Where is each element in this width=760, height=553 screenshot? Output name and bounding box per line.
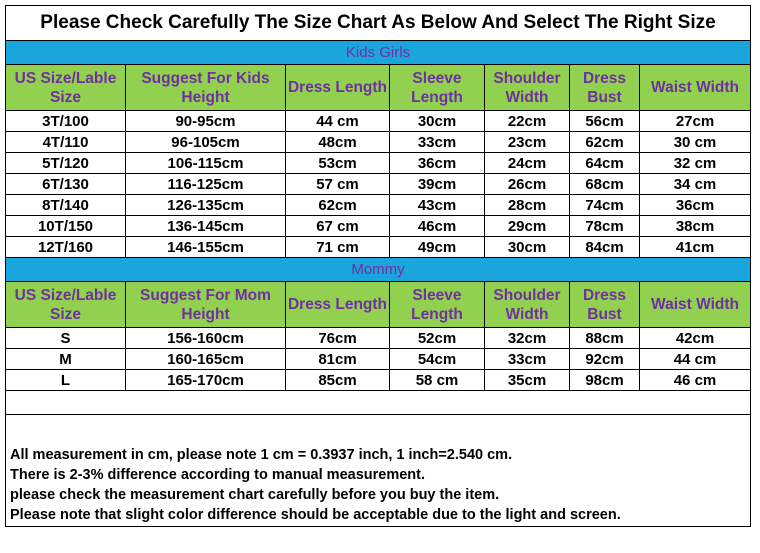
table-cell: 39cm	[390, 174, 485, 195]
table-cell: 42cm	[640, 328, 751, 349]
table-cell: 36cm	[640, 195, 751, 216]
note-line: There is 2-3% difference according to manual measurement.	[10, 467, 425, 483]
table-cell: 146-155cm	[126, 237, 286, 258]
table-row	[6, 111, 751, 132]
notes-block	[6, 415, 751, 527]
table-row	[6, 132, 751, 153]
table-cell: 44 cm	[286, 111, 390, 132]
spacer-row	[6, 391, 751, 415]
kids-header-cell: Waist Width	[640, 65, 751, 111]
table-cell: 30cm	[485, 237, 570, 258]
table-cell: 71 cm	[286, 237, 390, 258]
table-cell: 24cm	[485, 153, 570, 174]
mommy-header-cell: Dress Length	[286, 282, 390, 328]
table-cell: 81cm	[286, 349, 390, 370]
table-cell: 4T/110	[6, 132, 126, 153]
table-row	[6, 174, 751, 195]
table-cell: 49cm	[390, 237, 485, 258]
section-mommy: Mommy	[6, 258, 751, 282]
table-cell: 30cm	[390, 111, 485, 132]
note-line: please check the measurement chart carefully before you buy the item.	[10, 487, 500, 503]
table-cell: 96-105cm	[126, 132, 286, 153]
table-cell: 32 cm	[640, 153, 751, 174]
table-cell: 36cm	[390, 153, 485, 174]
table-cell: 62cm	[570, 132, 640, 153]
table-cell: 6T/130	[6, 174, 126, 195]
table-cell: M	[6, 349, 126, 370]
table-cell: 44 cm	[640, 349, 751, 370]
table-cell: 46cm	[390, 216, 485, 237]
table-cell: 35cm	[485, 370, 570, 391]
table-cell: L	[6, 370, 126, 391]
table-cell: 27cm	[640, 111, 751, 132]
table-cell: 160-165cm	[126, 349, 286, 370]
mommy-header-cell: US Size/Lable Size	[6, 282, 126, 328]
table-cell: 106-115cm	[126, 153, 286, 174]
table-cell: 74cm	[570, 195, 640, 216]
table-cell: 34 cm	[640, 174, 751, 195]
note-line: Please note that slight color difference should be acceptable due to the light and screen.	[10, 507, 621, 523]
table-cell: 33cm	[390, 132, 485, 153]
table-cell: 76cm	[286, 328, 390, 349]
mommy-header-cell: Sleeve Length	[390, 282, 485, 328]
table-cell: 3T/100	[6, 111, 126, 132]
table-cell: 92cm	[570, 349, 640, 370]
kids-header-cell: US Size/Lable Size	[6, 65, 126, 111]
table-cell: 8T/140	[6, 195, 126, 216]
table-cell: 165-170cm	[126, 370, 286, 391]
table-cell: 67 cm	[286, 216, 390, 237]
table-cell: 41cm	[640, 237, 751, 258]
table-cell: 5T/120	[6, 153, 126, 174]
table-cell: 156-160cm	[126, 328, 286, 349]
note-line: All measurement in cm, please note 1 cm = 0.3937 inch, 1 inch=2.540 cm.	[10, 447, 513, 463]
table-row	[6, 349, 751, 370]
table-cell: 10T/150	[6, 216, 126, 237]
table-cell: 30 cm	[640, 132, 751, 153]
table-cell: 84cm	[570, 237, 640, 258]
table-row	[6, 153, 751, 174]
table-cell: 85cm	[286, 370, 390, 391]
kids-header-cell: Dress Length	[286, 65, 390, 111]
table-cell: 62cm	[286, 195, 390, 216]
table-cell: 126-135cm	[126, 195, 286, 216]
table-cell: 56cm	[570, 111, 640, 132]
table-row	[6, 237, 751, 258]
table-cell: 90-95cm	[126, 111, 286, 132]
table-cell: 88cm	[570, 328, 640, 349]
table-row	[6, 370, 751, 391]
mommy-header-cell: Suggest For Mom Height	[126, 282, 286, 328]
kids-header-cell: Suggest For Kids Height	[126, 65, 286, 111]
mommy-header-cell: Shoulder Width	[485, 282, 570, 328]
table-cell: 43cm	[390, 195, 485, 216]
table-cell: 26cm	[485, 174, 570, 195]
table-cell: 54cm	[390, 349, 485, 370]
table-row	[6, 195, 751, 216]
table-cell: 78cm	[570, 216, 640, 237]
kids-header-row	[6, 65, 751, 111]
table-cell: 98cm	[570, 370, 640, 391]
mommy-header-cell: Dress Bust	[570, 282, 640, 328]
table-cell: 23cm	[485, 132, 570, 153]
table-cell: 32cm	[485, 328, 570, 349]
table-cell: 52cm	[390, 328, 485, 349]
kids-header-cell: Sleeve Length	[390, 65, 485, 111]
table-cell: 46 cm	[640, 370, 751, 391]
table-cell: 29cm	[485, 216, 570, 237]
chart-title: Please Check Carefully The Size Chart As Below And Select The Right Size	[6, 6, 751, 41]
kids-header-cell: Shoulder Width	[485, 65, 570, 111]
section-kids-girls: Kids Girls	[6, 41, 751, 65]
kids-table-body	[6, 111, 751, 258]
table-cell: S	[6, 328, 126, 349]
table-cell: 33cm	[485, 349, 570, 370]
mommy-header-row	[6, 282, 751, 328]
table-cell: 28cm	[485, 195, 570, 216]
table-cell: 116-125cm	[126, 174, 286, 195]
table-cell: 22cm	[485, 111, 570, 132]
table-cell: 64cm	[570, 153, 640, 174]
table-cell: 57 cm	[286, 174, 390, 195]
table-cell: 53cm	[286, 153, 390, 174]
kids-header-cell: Dress Bust	[570, 65, 640, 111]
table-cell: 38cm	[640, 216, 751, 237]
table-cell: 12T/160	[6, 237, 126, 258]
size-chart-table	[5, 5, 751, 527]
table-cell: 48cm	[286, 132, 390, 153]
table-row	[6, 328, 751, 349]
mommy-header-cell: Waist Width	[640, 282, 751, 328]
table-cell: 136-145cm	[126, 216, 286, 237]
table-cell: 58 cm	[390, 370, 485, 391]
mommy-table-body	[6, 328, 751, 391]
table-row	[6, 216, 751, 237]
table-cell: 68cm	[570, 174, 640, 195]
